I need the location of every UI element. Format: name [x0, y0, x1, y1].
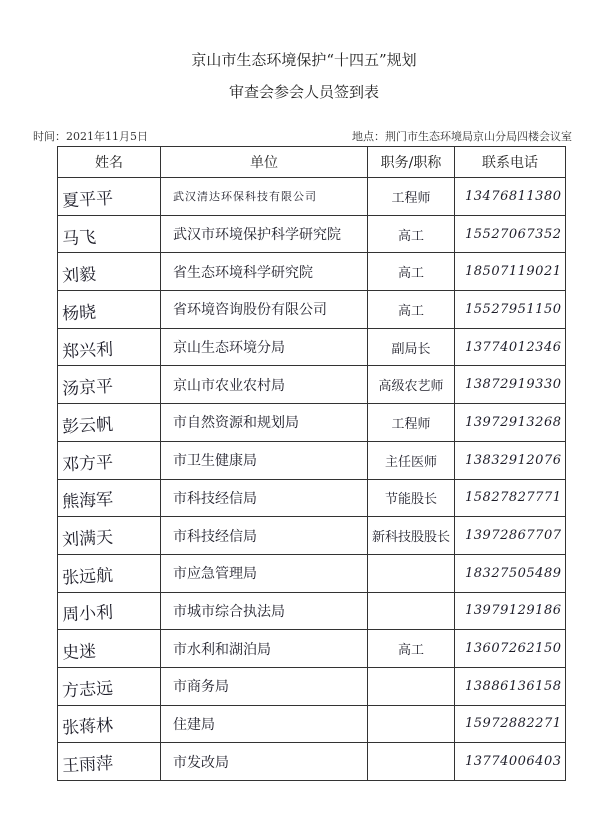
signer-unit: 市商务局 [173, 679, 229, 696]
table-row [58, 178, 566, 216]
signer-phone-cell [455, 291, 566, 329]
signer-unit-cell [161, 215, 368, 253]
column-header-name: 姓名 [58, 147, 161, 178]
signer-phone-cell [455, 554, 566, 592]
signer-unit-cell [161, 592, 368, 630]
signer-phone: 15527951150 [465, 301, 562, 317]
table-row [58, 215, 566, 253]
signer-phone: 15972882271 [465, 716, 562, 732]
signer-unit-cell [161, 667, 368, 705]
signer-unit: 武汉清达环保科技有限公司 [173, 190, 317, 204]
table-row [58, 441, 566, 479]
table-row [58, 291, 566, 329]
signer-title-cell [368, 291, 455, 329]
signer-name-cell [58, 328, 161, 366]
signer-phone-cell [455, 441, 566, 479]
signer-unit: 京山生态环境分局 [173, 340, 285, 357]
signer-phone: 13607262150 [465, 641, 562, 657]
signer-name-cell [58, 743, 161, 781]
signer-name: 夏平平 [61, 188, 114, 212]
signer-title: 高工 [397, 303, 424, 319]
signer-phone-cell [455, 253, 566, 291]
signer-name: 张远航 [61, 565, 114, 589]
signer-name-cell [58, 178, 161, 216]
signer-name: 方志远 [61, 678, 114, 702]
signer-unit: 住建局 [173, 716, 215, 733]
signer-unit-cell [161, 404, 368, 442]
signer-name: 熊海军 [61, 490, 114, 513]
signer-unit-cell [161, 328, 368, 366]
signer-title-cell [368, 743, 455, 781]
signer-name: 杨晓 [61, 302, 97, 325]
signer-unit: 市科技经信局 [173, 490, 257, 507]
signer-title-cell [368, 178, 455, 216]
signer-phone-cell [455, 178, 566, 216]
signer-unit: 京山市农业农村局 [173, 377, 285, 394]
signer-title-cell [368, 592, 455, 630]
table-row [58, 554, 566, 592]
signer-title-cell [368, 328, 455, 366]
column-header-phone: 联系电话 [455, 147, 566, 178]
signer-unit-cell [161, 441, 368, 479]
signer-unit-cell [161, 366, 368, 404]
signer-phone-cell [455, 630, 566, 668]
signer-name: 马飞 [61, 227, 97, 249]
signer-name-cell [58, 667, 161, 705]
column-header-title: 职务/职称 [368, 147, 455, 178]
meeting-location: 地点：荆门市生态环境局京山分局四楼会议室 [352, 130, 572, 143]
table-row [58, 667, 566, 705]
table-row [58, 705, 566, 743]
signer-name-cell [58, 291, 161, 329]
signer-unit-cell [161, 705, 368, 743]
signer-phone: 13774012346 [465, 339, 562, 355]
signer-unit: 市发改局 [173, 754, 229, 771]
signer-name-cell [58, 441, 161, 479]
signer-name: 彭云帆 [61, 414, 114, 438]
signer-name-cell [58, 215, 161, 253]
signer-name: 汤京平 [61, 377, 114, 400]
signer-unit: 省环境咨询股份有限公司 [173, 302, 327, 319]
signer-title-cell [368, 215, 455, 253]
signer-phone: 13774006403 [465, 754, 562, 770]
signer-unit: 市应急管理局 [173, 566, 257, 583]
signer-unit: 市城市综合执法局 [173, 603, 285, 620]
table-row [58, 253, 566, 291]
signer-name: 史迷 [61, 641, 97, 664]
table-row [58, 743, 566, 781]
signer-unit-cell [161, 743, 368, 781]
signer-title: 新科技股股长 [371, 530, 450, 546]
signer-title-cell [368, 366, 455, 404]
signer-phone: 18507119021 [465, 264, 562, 280]
document-title: 京山市生态环境保护“十四五”规划 [191, 51, 417, 69]
signer-phone: 13886136158 [465, 678, 562, 694]
signer-name: 郑兴利 [61, 339, 114, 363]
signer-title-cell [368, 705, 455, 743]
signer-title: 工程师 [391, 190, 431, 206]
signer-phone-cell [455, 517, 566, 555]
signer-title-cell [368, 667, 455, 705]
signer-title: 高工 [397, 266, 424, 282]
signer-phone: 13972867707 [465, 528, 562, 544]
signer-title-cell [368, 517, 455, 555]
signer-phone-cell [455, 667, 566, 705]
signer-name-cell [58, 630, 161, 668]
signer-unit: 市水利和湖泊局 [173, 641, 271, 658]
signer-unit-cell [161, 178, 368, 216]
signer-name-cell [58, 253, 161, 291]
signer-title-cell [368, 479, 455, 517]
signer-title: 工程师 [391, 416, 431, 432]
signer-name: 张蒋林 [61, 716, 114, 739]
signer-unit: 省生态环境科学研究院 [173, 264, 313, 281]
signer-phone-cell [455, 328, 566, 366]
signer-unit: 市卫生健康局 [173, 453, 257, 470]
signer-title-cell [368, 630, 455, 668]
signer-phone: 15827827771 [465, 490, 562, 506]
signer-title: 高级农艺师 [378, 379, 444, 395]
signer-unit-cell [161, 479, 368, 517]
signer-name-cell [58, 592, 161, 630]
signer-name: 刘满天 [61, 527, 114, 551]
signer-phone-cell [455, 479, 566, 517]
signer-phone-cell [455, 404, 566, 442]
table-body [58, 178, 566, 781]
signer-phone-cell [455, 705, 566, 743]
signer-name-cell [58, 479, 161, 517]
table-row [58, 592, 566, 630]
signer-unit-cell [161, 253, 368, 291]
signer-unit-cell [161, 517, 368, 555]
signer-title-cell [368, 404, 455, 442]
signer-name-cell [58, 366, 161, 404]
signer-phone-cell [455, 366, 566, 404]
table-row [58, 517, 566, 555]
signer-unit: 市自然资源和规划局 [173, 415, 299, 432]
table-header-row [58, 147, 566, 178]
signer-unit: 市科技经信局 [173, 528, 257, 545]
signer-phone: 13476811380 [465, 188, 562, 204]
signer-phone-cell [455, 215, 566, 253]
signer-phone: 13972913268 [465, 414, 562, 430]
signer-name: 王雨萍 [61, 753, 114, 777]
signer-title: 副局长 [391, 341, 431, 357]
signer-unit: 武汉市环境保护科学研究院 [173, 227, 341, 244]
signer-unit-cell [161, 291, 368, 329]
table-row [58, 479, 566, 517]
signer-phone: 15527067352 [465, 226, 562, 242]
signer-title: 主任医师 [384, 454, 437, 470]
signer-name: 邓方平 [61, 452, 114, 476]
signer-unit-cell [161, 554, 368, 592]
signer-name-cell [58, 404, 161, 442]
signer-name-cell [58, 705, 161, 743]
signer-title-cell [368, 554, 455, 592]
signer-phone-cell [455, 743, 566, 781]
signer-title: 高工 [397, 643, 424, 659]
signer-title: 高工 [397, 228, 424, 244]
signer-phone-cell [455, 592, 566, 630]
signer-name: 刘毅 [61, 264, 97, 287]
table-row [58, 404, 566, 442]
signer-phone: 13979129186 [465, 603, 562, 619]
signer-phone: 13872919330 [465, 377, 562, 393]
column-header-unit: 单位 [161, 147, 368, 178]
signer-title-cell [368, 253, 455, 291]
signer-name-cell [58, 554, 161, 592]
table-row [58, 630, 566, 668]
signer-unit-cell [161, 630, 368, 668]
signer-title-cell [368, 441, 455, 479]
signer-phone: 13832912076 [465, 452, 562, 468]
signer-phone: 18327505489 [465, 565, 562, 581]
signer-name-cell [58, 517, 161, 555]
sign-in-table [57, 146, 566, 781]
table-row [58, 366, 566, 404]
signer-title: 节能股长 [384, 492, 437, 508]
meeting-time: 时间：2021年11月5日 [33, 130, 148, 143]
signer-name: 周小利 [61, 603, 114, 626]
table-row [58, 328, 566, 366]
document-subtitle: 审查会参会人员签到表 [228, 83, 379, 101]
